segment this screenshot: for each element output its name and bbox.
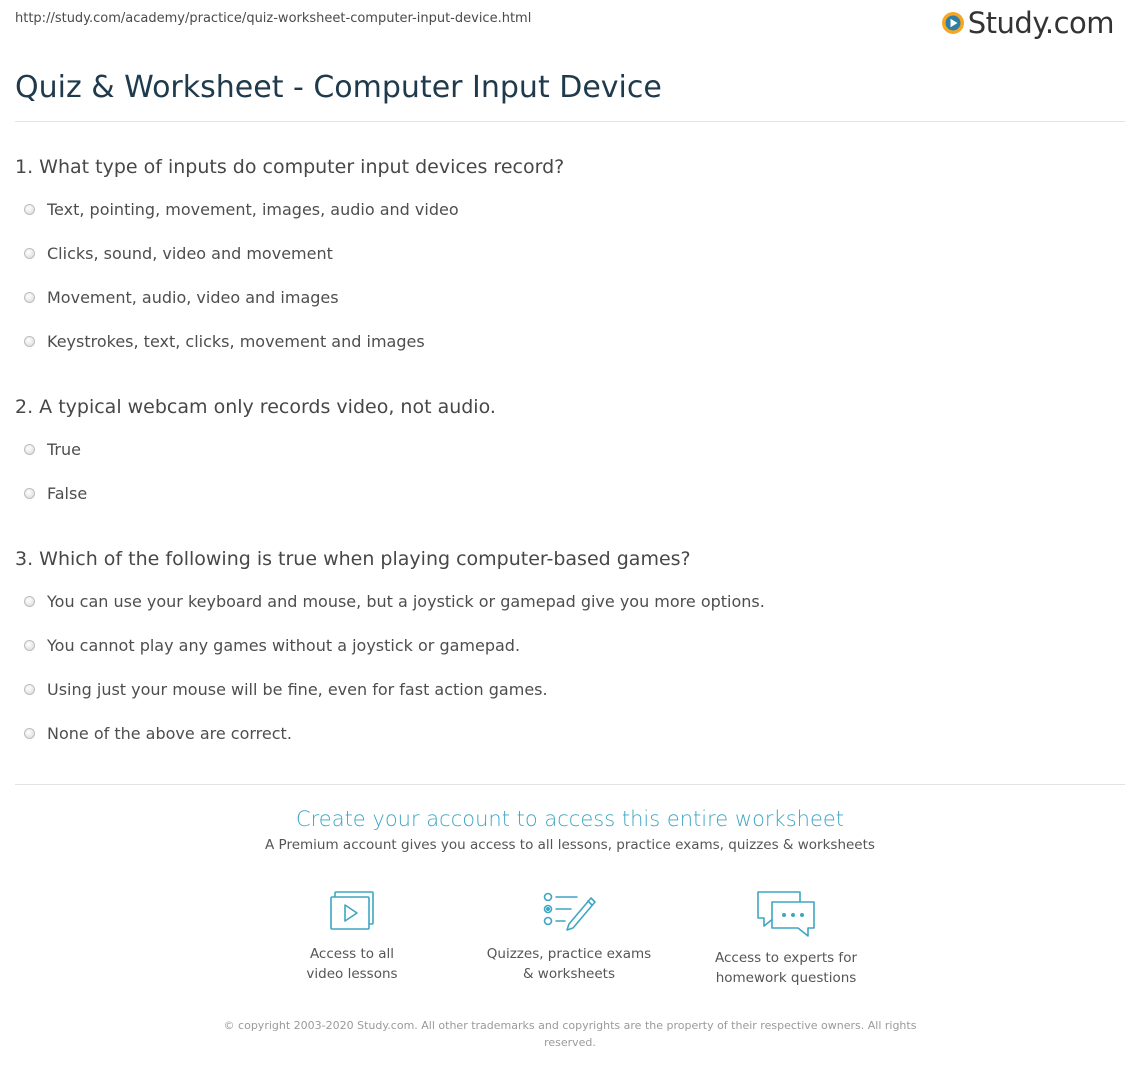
- answer-label: Keystrokes, text, clicks, movement and images: [47, 332, 425, 351]
- chat-bubbles-icon: [754, 888, 818, 940]
- feature-label-line: Access to experts for: [714, 950, 857, 966]
- answer-label: Using just your mouse will be fine, even for fast action games.: [47, 680, 548, 699]
- video-lesson-icon: [326, 888, 378, 936]
- answer-label: Text, pointing, movement, images, audio and video: [47, 200, 459, 219]
- answer-option[interactable]: [24, 680, 548, 699]
- create-account-link[interactable]: Create your account to access this entire worksheet: [295, 807, 845, 831]
- radio-button[interactable]: [24, 640, 35, 651]
- answer-option[interactable]: [24, 724, 292, 743]
- study-play-icon: [941, 11, 965, 35]
- answer-label: You can use your keyboard and mouse, but a joystick or gamepad give you more options.: [47, 592, 765, 611]
- answer-option[interactable]: [24, 440, 81, 459]
- question-2: 2. A typical webcam only records video, not audio.: [15, 396, 496, 418]
- feature-label-line: & worksheets: [522, 966, 615, 982]
- answer-option[interactable]: [24, 244, 333, 263]
- quiz-checklist-icon: [541, 888, 597, 936]
- feature-label-line: video lessons: [306, 966, 398, 982]
- feature-label-line: homework questions: [715, 970, 857, 986]
- radio-button[interactable]: [24, 336, 35, 347]
- page-url: http://study.com/academy/practice/quiz-worksheet-computer-input-device.html: [15, 11, 532, 26]
- answer-label: None of the above are correct.: [47, 724, 292, 743]
- page-title: Quiz & Worksheet - Computer Input Device: [15, 70, 662, 105]
- feature-quizzes: [474, 888, 664, 984]
- copyright-notice: © copyright 2003-2020 Study.com. All other trademarks and copyrights are the property of their respective owners. All rights reserved.: [223, 1019, 917, 1049]
- divider: [15, 784, 1125, 785]
- question-3: 3. Which of the following is true when playing computer-based games?: [15, 548, 691, 570]
- feature-video-lessons: [257, 888, 447, 984]
- divider: [15, 121, 1125, 122]
- answer-label: Movement, audio, video and images: [47, 288, 339, 307]
- answer-option[interactable]: [24, 484, 87, 503]
- answer-label: True: [47, 440, 81, 459]
- radio-button[interactable]: [24, 596, 35, 607]
- answer-option[interactable]: [24, 200, 459, 219]
- answer-label: Clicks, sound, video and movement: [47, 244, 333, 263]
- feature-label-line: Access to all: [309, 946, 395, 962]
- radio-button[interactable]: [24, 444, 35, 455]
- cta-subtitle: A Premium account gives you access to all lessons, practice exams, quizzes & worksheets: [265, 837, 875, 853]
- radio-button[interactable]: [24, 488, 35, 499]
- answer-label: You cannot play any games without a joystick or gamepad.: [47, 636, 521, 655]
- answer-option[interactable]: [24, 288, 339, 307]
- question-1: 1. What type of inputs do computer input devices record?: [15, 156, 565, 178]
- radio-button[interactable]: [24, 204, 35, 215]
- radio-button[interactable]: [24, 248, 35, 259]
- answer-option[interactable]: [24, 332, 425, 351]
- radio-button[interactable]: [24, 728, 35, 739]
- radio-button[interactable]: [24, 292, 35, 303]
- feature-experts: [691, 888, 881, 988]
- answer-label: False: [47, 484, 88, 503]
- study-logo[interactable]: [941, 6, 1114, 40]
- logo-text: Study.com: [967, 6, 1114, 40]
- radio-button[interactable]: [24, 684, 35, 695]
- answer-option[interactable]: [24, 592, 765, 611]
- feature-label-line: Quizzes, practice exams: [486, 946, 652, 962]
- answer-option[interactable]: [24, 636, 520, 655]
